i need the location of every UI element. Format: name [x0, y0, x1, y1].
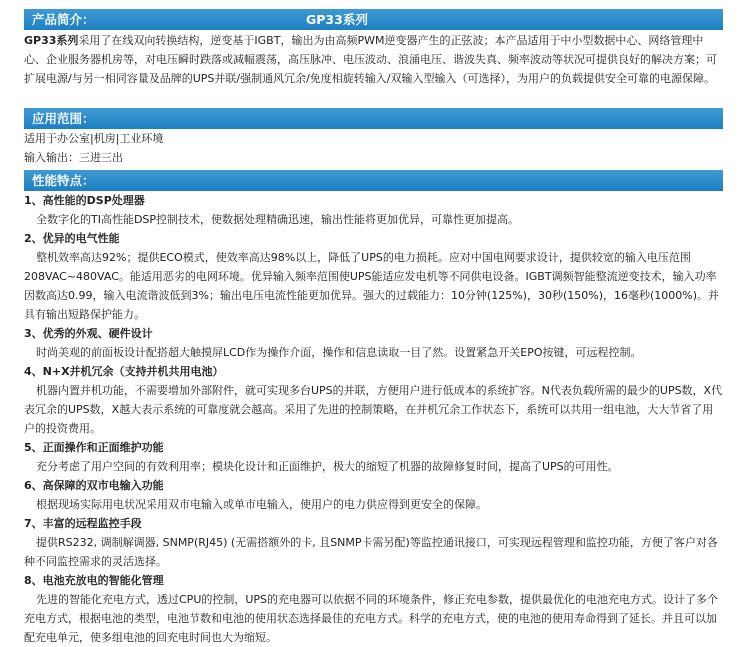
features-header-bar	[24, 170, 723, 191]
features-section	[24, 191, 724, 647]
scope-line-1: 适用于办公室|机房|工业环境	[24, 132, 164, 145]
feature-title: 8、电池充放电的智能化管理	[24, 574, 164, 587]
scope-header: 应用范围：	[32, 111, 95, 126]
intro-paragraph	[24, 31, 724, 88]
intro-header-bar	[24, 9, 723, 30]
feature-text: 时尚美观的前面板设计配搭超大触摸屏LCD作为操作介面，操作和信息读取一目了然。设置紧急开关EPO按键，可远程控制。	[36, 346, 642, 359]
feature-title: 4、N+X并机冗余（支持并机共用电池）	[24, 365, 224, 378]
intro-body: 采用了在线双向转换结构，逆变基于IGBT，输出为由高频PWM逆变器产生的正弦波；本产品适用于中小型数据中心、网络管理中心、企业服务器机房等，对电压瞬时跌落或减幅震荡，高压脉冲、电压波动、浪涌电压、谐波失真、频率波动等状况可提供良好的解决方案；可扩展电源/与另一相同容量及品牌的UPS并联/强制通风冗余/免度相旋转输入/双输入型输入（可选择），为用户的负载提供安全可靠的电源保障。	[24, 34, 717, 85]
scope-line-2: 输入输出：三进三出	[24, 151, 123, 164]
feature-title: 5、正面操作和正面维护功能	[24, 441, 164, 454]
feature-text: 先进的智能化充电方式，透过CPU的控制，UPS的充电器可以依据不同的环境条件，修正充电参数，提供最优化的电池充电方式。设计了多个充电方式，根据电池的类型，电池节数和电池的使用状态选择最佳的充电方式。科学的充电方式，使的电池的使用寿命得到了延长。并且可以加配充电单元，使多组电池的回充电时间也大为缩短。	[24, 593, 719, 644]
feature-title: 6、高保障的双市电输入功能	[24, 479, 164, 492]
feature-title: 1、高性能的DSP处理器	[24, 194, 145, 207]
feature-text: 机器内置并机功能，不需要增加外部附件，就可实现多台UPS的并联，方便用户进行低成本的系统扩容。N代表负载所需的最少的UPS数，X代表冗余的UPS数，X越大表示系统的可靠度就会越高。采用了先进的控制策略，在并机冗余工作状态下，系统可以共用一组电池，大大节省了用户的投资费用。	[24, 384, 723, 435]
feature-text: 全数字化的TI高性能DSP控制技术，使数据处理精确迅速，输出性能将更加优异，可靠性更加提高。	[36, 213, 520, 226]
feature-text: 充分考虑了用户空间的有效利用率；模块化设计和正面维护，极大的缩短了机器的故障修复时间，提高了UPS的可用性。	[36, 460, 619, 473]
intro-section	[24, 31, 724, 88]
feature-title: 2、优异的电气性能	[24, 232, 120, 245]
feature-text: 提供RS232, 调制解调器, SNMP(RJ45) (无需搭额外的卡, 且SNMP卡需另配)等监控通讯接口，可实现远程管理和监控功能，方便了客户对各种不同监控需求的灵活选择。	[24, 536, 718, 568]
feature-title: 3、优秀的外观、硬件设计	[24, 327, 153, 340]
feature-text: 根据现场实际用电状况采用双市电输入或单市电输入，使用户的电力供应得到更安全的保障。	[36, 498, 487, 511]
feature-title: 7、丰富的远程监控手段	[24, 517, 142, 530]
scope-section	[24, 129, 724, 167]
product-model-title: GP33系列	[306, 12, 368, 27]
intro-lead: GP33系列	[24, 34, 79, 47]
scope-header-bar	[24, 108, 723, 129]
features-header: 性能特点：	[32, 173, 95, 188]
feature-text: 整机效率高达92%；提供ECO模式，使效率高达98%以上，降低了UPS的电力损耗。应对中国电网要求设计，提供较宽的输入电压范围208VAC~480VAC。能适用恶劣的电网环境。优异输入频率范围使UPS能适应发电机等不同供电设备。IGBT调频智能整流逆变技术，输入功率因数高达0.99，输入电流谐波低到3%；输出电压电流性能更加优异。强大的过载能力：10分钟(125%)，30秒(150%)，16毫秒(1000%)。并具有输出短路保护能力。	[24, 251, 720, 321]
intro-header: 产品简介：	[32, 12, 95, 27]
